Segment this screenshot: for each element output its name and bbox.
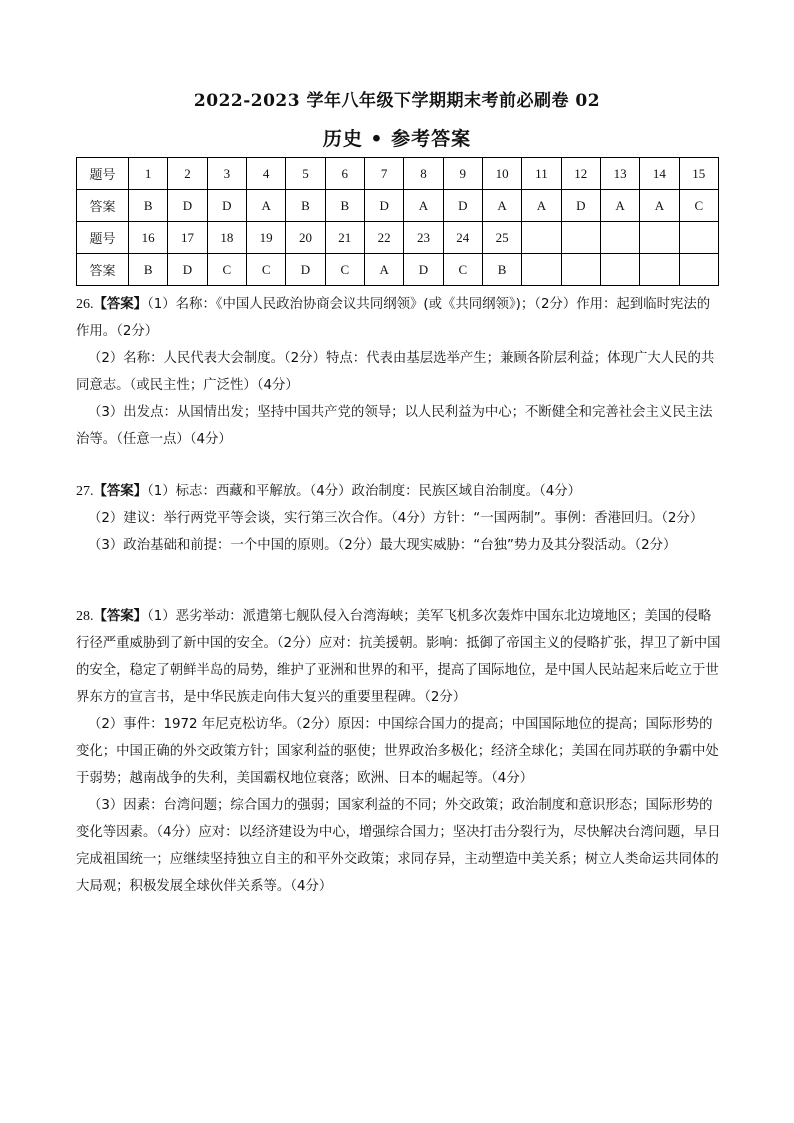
answer-cell bbox=[561, 222, 600, 254]
answer-cell: 5 bbox=[286, 158, 325, 190]
document-subtitle: 历史 • 参考答案 bbox=[322, 128, 472, 150]
question-26-answer bbox=[76, 291, 721, 453]
answer-cell: D bbox=[404, 254, 443, 286]
answer-cell: B bbox=[482, 254, 521, 286]
answer-part bbox=[76, 478, 721, 505]
answer-part: （3）政治基础和前提：一个中国的原则。（2分）最大现实威胁：“台独”势力及其分裂活动。（2分） bbox=[88, 538, 677, 553]
answer-part bbox=[76, 603, 721, 711]
answer-cell: A bbox=[482, 190, 521, 222]
answer-cell: 19 bbox=[246, 222, 285, 254]
question-number: 27. bbox=[76, 484, 94, 499]
answer-cell bbox=[679, 254, 718, 286]
row-label: 题号 bbox=[77, 158, 129, 190]
answer-cell bbox=[561, 254, 600, 286]
answer-tag: 【答案】 bbox=[93, 297, 148, 312]
answer-cell: 10 bbox=[482, 158, 521, 190]
answer-cell bbox=[600, 254, 639, 286]
answer-part: （2）事件：1972 年尼克松访华。（2分）原因：中国综合国力的提高；中国国际地位的提高；国际形势的变化；中国正确的外交政策方针；国家利益的驱使；世界政治多极化；经济全球化；美国在同苏联的争霸中处于弱势；越南战争的失利，美国霸权地位衰落；欧洲、日本的崛起等。（4分） bbox=[76, 717, 719, 786]
answer-cell: 4 bbox=[246, 158, 285, 190]
answer-cell: C bbox=[246, 254, 285, 286]
answer-cell: D bbox=[364, 190, 403, 222]
answer-cell: 2 bbox=[168, 158, 207, 190]
question-28-answer bbox=[76, 603, 721, 900]
answer-cell: C bbox=[679, 190, 718, 222]
answer-cell: 18 bbox=[207, 222, 246, 254]
answer-tag: 【答案】 bbox=[93, 484, 148, 499]
answer-cell bbox=[679, 222, 718, 254]
answer-cell: 24 bbox=[443, 222, 482, 254]
answer-cell: B bbox=[325, 190, 364, 222]
answer-cell: B bbox=[129, 254, 168, 286]
answer-table-row bbox=[77, 222, 719, 254]
answer-cell: D bbox=[168, 254, 207, 286]
row-label: 题号 bbox=[77, 222, 129, 254]
row-label: 答案 bbox=[77, 254, 129, 286]
answer-cell: 1 bbox=[129, 158, 168, 190]
answer-cell bbox=[522, 254, 561, 286]
answer-cell bbox=[640, 222, 679, 254]
answer-cell: 23 bbox=[404, 222, 443, 254]
answer-cell: 25 bbox=[482, 222, 521, 254]
question-number: 26. bbox=[76, 297, 94, 312]
answer-key-table bbox=[76, 157, 719, 286]
answer-part: （2）名称：人民代表大会制度。（2分）特点：代表由基层选举产生；兼顾各阶层利益；体现广大人民的共同意志。（或民主性；广泛性）（4分） bbox=[76, 351, 715, 393]
answer-cell: A bbox=[640, 190, 679, 222]
answer-part: （2）建议：举行两党平等会谈，实行第三次合作。（4分）方针：“一国两制”。事例：香港回归。（2分） bbox=[88, 511, 704, 526]
answer-cell: A bbox=[600, 190, 639, 222]
answer-cell: 11 bbox=[522, 158, 561, 190]
answer-cell: D bbox=[168, 190, 207, 222]
answer-cell: D bbox=[207, 190, 246, 222]
answer-text: （1）名称：《中国人民政治协商会议共同纲领》(或《共同纲领》)；（2分）作用：起到临时宪法的作用。（2分） bbox=[76, 297, 711, 339]
answer-cell bbox=[600, 222, 639, 254]
answer-cell: A bbox=[522, 190, 561, 222]
answer-text: （1）恶劣举动：派遣第七舰队侵入台湾海峡；美军飞机多次轰炸中国东北边境地区；美国的侵略行径严重威胁到了新中国的安全。（2分）应对：抗美援朝。影响：抵御了帝国主义的侵略扩张，捍卫了新中国的安全，稳定了朝鲜半岛的局势，维护了亚洲和世界的和平，提高了国际地位，是中国人民站起来后屹立于世界东方的宣言书，是中华民族走向伟大复兴的重要里程碑。（2分） bbox=[76, 609, 721, 705]
answer-tag: 【答案】 bbox=[93, 609, 148, 624]
answer-cell: B bbox=[129, 190, 168, 222]
answer-part bbox=[76, 291, 721, 345]
answer-cell: 14 bbox=[640, 158, 679, 190]
answer-cell: 7 bbox=[364, 158, 403, 190]
answer-cell: 17 bbox=[168, 222, 207, 254]
answer-cell bbox=[522, 222, 561, 254]
answer-cell: 15 bbox=[679, 158, 718, 190]
answer-part: （3）出发点：从国情出发；坚持中国共产党的领导；以人民利益为中心；不断健全和完善社会主义民主法治等。（任意一点）（4分） bbox=[76, 405, 713, 447]
answer-cell: A bbox=[364, 254, 403, 286]
answer-cell: 20 bbox=[286, 222, 325, 254]
answer-cell: 9 bbox=[443, 158, 482, 190]
answer-cell: C bbox=[325, 254, 364, 286]
question-number: 28. bbox=[76, 609, 94, 624]
answer-cell: D bbox=[286, 254, 325, 286]
answer-cell: 12 bbox=[561, 158, 600, 190]
answer-cell: A bbox=[246, 190, 285, 222]
answer-cell: C bbox=[443, 254, 482, 286]
answer-cell: A bbox=[404, 190, 443, 222]
answer-cell: B bbox=[286, 190, 325, 222]
answer-table-row bbox=[77, 254, 719, 286]
answer-cell: D bbox=[443, 190, 482, 222]
answer-cell: C bbox=[207, 254, 246, 286]
document-title: 2022-2023 学年八年级下学期期末考前必刷卷 02 bbox=[193, 91, 601, 111]
answer-cell: 6 bbox=[325, 158, 364, 190]
answer-table-row bbox=[77, 158, 719, 190]
answer-cell: 13 bbox=[600, 158, 639, 190]
answer-cell: D bbox=[561, 190, 600, 222]
answer-cell: 16 bbox=[129, 222, 168, 254]
answer-cell: 22 bbox=[364, 222, 403, 254]
row-label: 答案 bbox=[77, 190, 129, 222]
answer-cell: 8 bbox=[404, 158, 443, 190]
answer-cell: 3 bbox=[207, 158, 246, 190]
question-27-answer bbox=[76, 478, 721, 559]
answer-table-row bbox=[77, 190, 719, 222]
answer-cell bbox=[640, 254, 679, 286]
answer-cell: 21 bbox=[325, 222, 364, 254]
answer-text: （1）标志：西藏和平解放。（4分）政治制度：民族区域自治制度。（4分） bbox=[147, 484, 582, 499]
answer-part: （3）因素：台湾问题；综合国力的强弱；国家利益的不同；外交政策；政治制度和意识形态；国际形势的变化等因素。（4分）应对：以经济建设为中心，增强综合国力；坚决打击分裂行为，尽快解决台湾问题，早日完成祖国统一；应继续坚持独立自主的和平外交政策；求同存异，主动塑造中美关系；树立人类命运共同体的大局观；积极发展全球伙伴关系等。（4分） bbox=[76, 798, 721, 894]
